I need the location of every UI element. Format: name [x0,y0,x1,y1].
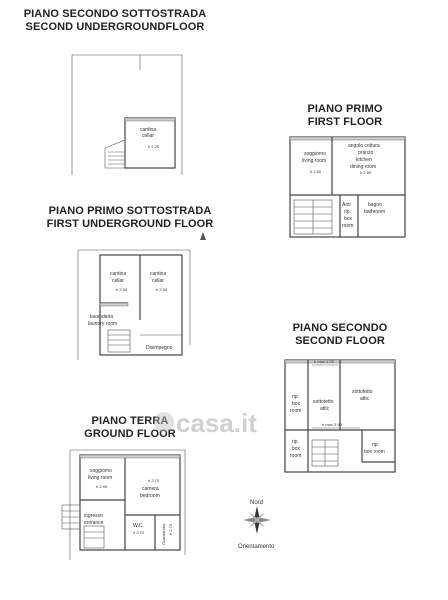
room-attic-1-en: attic [320,406,330,412]
room-living-it: soggiorno [90,468,112,474]
arrow-icon [200,232,206,240]
plan-first [290,137,405,237]
room-box-it2: rip. [344,209,351,215]
room-cellar-it: cantina [140,127,157,133]
height-max-2: h max 3.90 [322,422,342,427]
room-cellar-height: h 2.20 [148,144,160,149]
watermark: casa.it [176,408,257,438]
room-wardrobe-height: h 2.70 [168,523,173,535]
room-wc-height: h 2.70 [133,530,145,535]
room-attic-1-it: sottotetto [313,399,334,405]
compass-orientation-label: Orientamento [238,544,275,550]
room-bedroom-height: h 2.70 [148,478,160,483]
room-box-en: box [344,216,353,222]
height-max-1: h max 1.25 [314,359,334,364]
ground-title-it: PIANO TERRA [91,415,169,427]
ground-title-en: GROUND FLOOR [84,428,176,440]
room-wardrobe: Guardaroba [161,523,166,545]
room-cellar-en: cellar [142,133,154,139]
second-floor-title-it: PIANO SECONDO [292,322,388,334]
room-living-en: living room [88,475,113,481]
compass-rose-icon [243,506,271,534]
stairs-icon [312,440,338,466]
room-box-2-en2: room [290,453,302,459]
room-kitchen-en: kitchen [356,157,372,163]
room-laundry-en: laundry room [88,321,118,327]
stairs-icon [62,505,104,548]
first-underground-title-it: PIANO PRIMO SOTTOSTRADA [48,205,212,217]
plan-second [285,359,395,472]
room-box-it: Anti [342,202,351,208]
first-floor-title-en: FIRST FLOOR [307,116,383,128]
room-entrance-it: ingresso [84,513,103,519]
second-underground-title-it: PIANO SECONDO SOTTOSTRADA [23,8,207,20]
room-kitchen-en2: dining room [350,164,377,170]
room-bathroom-en: bathroom [364,209,386,215]
room-kitchen-it2: pranzo [358,150,374,156]
room-wc: W.C. [133,523,144,529]
room-cellar-1-en: cellar [112,278,124,284]
stairs-icon [108,330,130,352]
room-kitchen-height: h 2.80 [360,170,372,175]
room-living-height: h 2.95 [96,484,108,489]
room-laundry-it: lavanderia [90,314,114,320]
stairs-icon [105,140,125,168]
room-box-3-en: box room [364,449,385,455]
room-cellar-1-it: cantina [110,271,127,277]
room-cellar-2-en: cellar [152,278,164,284]
room-bathroom-it: bagno [368,202,382,208]
room-attic-2-it: sottotetto [352,389,373,395]
second-underground-title-en: SECOND UNDERGROUNDFLOOR [25,21,205,33]
stairs-icon [294,200,332,234]
room-box-1-en: box [292,401,301,407]
room-living-it: soggiorno [304,151,326,157]
first-floor-title-it: PIANO PRIMO [307,103,383,115]
room-box-en2: room [342,223,354,229]
room-kitchen-it: angolo cottura [348,143,380,149]
room-attic-2-en: attic [360,396,370,402]
room-living-height: h 2.80 [310,169,322,174]
room-entrance-en: entrance [84,520,104,526]
room-cellar-2-it: cantina [150,271,167,277]
room-cellar-2-height: h 2.50 [156,287,168,292]
room-box-3-it: rip. [372,442,379,448]
first-underground-title-en: FIRST UNDERGROUND FLOOR [46,218,214,230]
compass-north-label: Nord [250,500,264,506]
plan-ground [62,450,185,560]
room-box-2-en: box [292,446,301,452]
room-living-en: living room [302,158,327,164]
room-box-1-it: rip. [292,394,299,400]
plan-second-underground [72,55,182,175]
room-cellar-1-height: h 2.50 [116,287,128,292]
room-box-1-en2: room [290,408,302,414]
room-bedroom-it: camera [142,486,159,492]
room-corridor: Disimpegno [146,345,173,351]
room-bedroom-en: bedroom [140,493,160,499]
second-floor-title-en: SECOND FLOOR [295,335,385,347]
plan-first-underground [78,232,206,360]
room-box-2-it: rip. [292,439,299,445]
